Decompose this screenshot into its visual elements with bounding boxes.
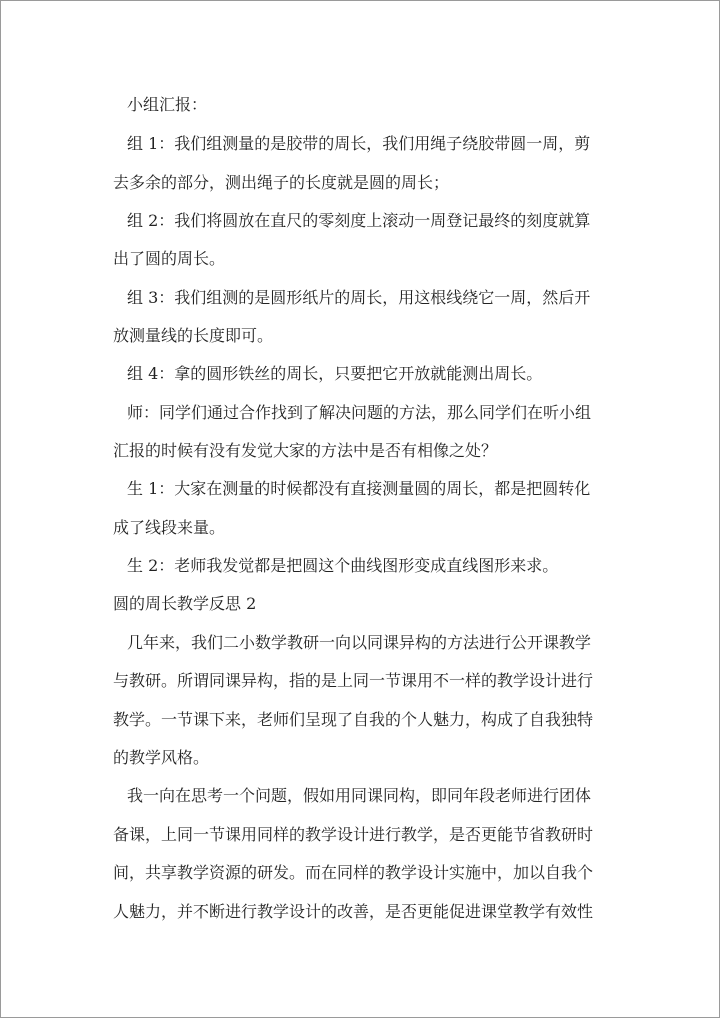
text-line: 我一向在思考一个问题，假如用同课同构，即同年段老师进行团体 [127,786,592,805]
text-line: 师：同学们通过合作找到了解决问题的方法，那么同学们在听小组 [127,403,592,422]
text-line: 组 2：我们将圆放在直尺的零刻度上滚动一周登记最终的刻度就算 [127,211,591,230]
text-line: 组 4：拿的圆形铁丝的周长，只要把它开放就能测出周长。 [127,364,543,383]
text-line: 间，共享教学资源的研发。而在同样的教学设计实施中，加以自我个 [113,863,594,882]
text-line: 去多余的部分，测出绳子的长度就是圆的周长； [113,173,450,192]
section-heading: 圆的周长教学反思 2 [113,594,257,613]
text-line: 生 1：大家在测量的时候都没有直接测量圆的周长，都是把圆转化 [127,479,591,498]
text-line: 出了圆的周长。 [113,249,226,268]
text-line: 教学。一节课下来，老师们呈现了自我的个人魅力，构成了自我独特 [113,710,594,729]
text-line: 生 2：老师我发觉都是把圆这个曲线图形变成直线图形来求。 [127,556,559,575]
text-line: 放测量线的长度即可。 [113,326,274,345]
text-line: 小组汇报： [127,95,208,114]
text-line: 与教研。所谓同课异构，指的是上同一节课用不一样的教学设计进行 [113,671,594,690]
text-line: 几年来，我们二小数学教研一向以同课异构的方法进行公开课教学 [127,633,592,652]
text-line: 成了线段来量。 [113,518,226,537]
text-line: 人魅力，并不断进行教学设计的改善，是否更能促进课堂教学有效性 [113,902,594,921]
text-line: 组 1：我们组测量的是胶带的周长，我们用绳子绕胶带圆一周，剪 [127,134,591,153]
text-line: 备课，上同一节课用同样的教学设计进行教学，是否更能节省教研时 [113,825,594,844]
text-line: 的教学风格。 [113,748,210,767]
text-line: 组 3：我们组测的是圆形纸片的周长，用这根线绕它一周，然后开 [127,288,591,307]
text-line: 汇报的时候有没有发觉大家的方法中是否有相像之处？ [113,441,498,460]
